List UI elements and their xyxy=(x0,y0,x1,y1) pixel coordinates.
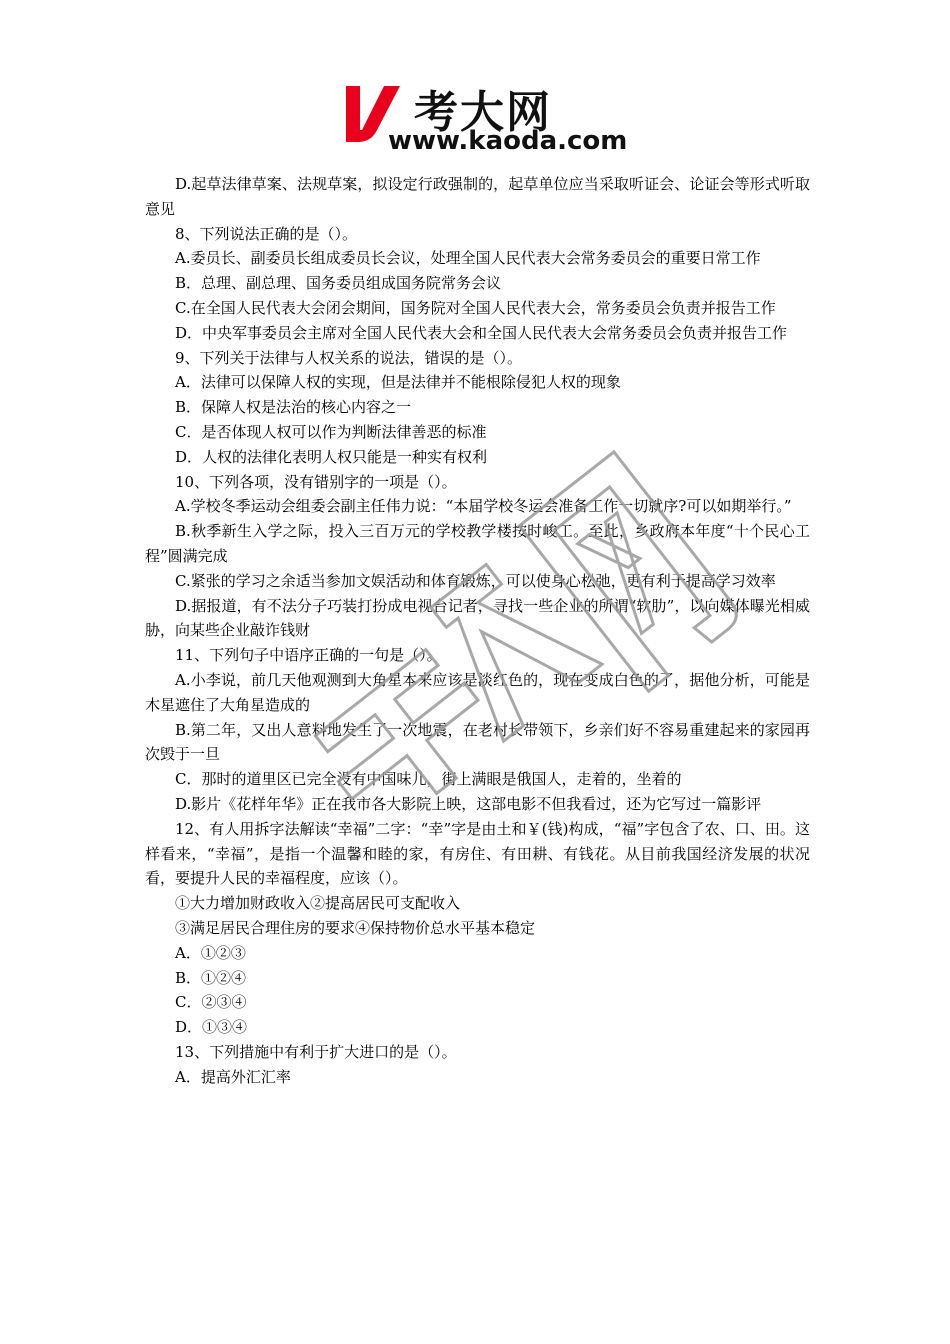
line: 9、下列关于法律与人权关系的说法，错误的是（）。 xyxy=(175,348,523,367)
line: D．①③④ xyxy=(175,1018,248,1037)
line: B．总理、副总理、国务委员组成国务院常务会议 xyxy=(175,274,502,293)
line: A．①②③ xyxy=(175,943,246,962)
line: ①大力增加财政收入②提高居民可支配收入 xyxy=(175,894,461,913)
line: B.第二年，又出人意料地发生了一次地震，在老村长带领下，乡亲们好不容易重建起来的家园再次毁于一旦 xyxy=(145,720,810,764)
line: 10、下列各项，没有错别字的一项是（）。 xyxy=(175,472,457,491)
line: D.据报道，有不法分子巧装打扮成电视台记者，寻找一些企业的所谓“软肋”，以向媒体曝光相威胁，向某些企业敲诈钱财 xyxy=(145,596,810,640)
line: B.秋季新生入学之际，投入三百万元的学校教学楼按时峻工。至此，乡政府本年度“十个民心工程”圆满完成 xyxy=(145,522,810,565)
line: C．②③④ xyxy=(175,993,247,1012)
site-logo xyxy=(340,78,660,158)
question-text xyxy=(145,172,810,1089)
line: C.紧张的学习之余适当参加文娱活动和体育锻炼，可以使身心松弛，更有利于提高学习效率 xyxy=(175,571,776,590)
line: A.小李说，前几天他观测到大角星本来应该是淡红色的，现在变成白色的了，据他分析，可能是木星遮住了大角星造成的 xyxy=(145,670,810,714)
line: A.学校冬季运动会组委会副主任伟力说：“本届学校冬运会准备工作一切就序?可以如期举行。” xyxy=(175,497,792,516)
line: B．保障人权是法治的核心内容之一 xyxy=(175,398,412,417)
line: C．那时的道里区已完全没有中国味儿，街上满眼是俄国人，走着的，坐着的 xyxy=(175,770,682,789)
line: 11、下列句子中语序正确的一句是（）。 xyxy=(175,646,442,665)
line: A．法律可以保障人权的实现，但是法律并不能根除侵犯人权的现象 xyxy=(175,373,621,392)
line: 8、下列说法正确的是（）。 xyxy=(175,224,358,243)
logo-url: www.kaoda.com xyxy=(388,126,628,156)
line: 12、有人用拆字法解读“幸福”二字：“幸”字是由土和￥(钱)构成，“福”字包含了农、口、田。这样看来，“幸福”，是指一个温馨和睦的家，有房住、有田耕、有钱花。从目前我国经济发展的状况看，要提升人民的幸福程度，应该（）。 xyxy=(145,819,810,888)
line: C.在全国人民代表大会闭会期间，国务院对全国人民代表大会，常务委员会负责并报告工作 xyxy=(175,298,776,317)
line: A.委员长、副委员长组成委员长会议，处理全国人民代表大会常务委员会的重要日常工作 xyxy=(175,249,761,268)
line: D．人权的法律化表明人权只能是一种实有权利 xyxy=(175,447,488,466)
line: D.影片《花样年华》正在我市各大影院上映，这部电影不但我看过，还为它写过一篇影评 xyxy=(175,794,762,813)
line: A．提高外汇汇率 xyxy=(175,1067,291,1086)
line: D.起草法律草案、法规草案，拟设定行政强制的，起草单位应当采取听证会、论证会等形式听取意见 xyxy=(145,175,810,218)
line: ③满足居民合理住房的要求④保持物价总水平基本稳定 xyxy=(175,918,536,937)
logo-title: 考大网 xyxy=(414,87,552,138)
line: C．是否体现人权可以作为判断法律善恶的标准 xyxy=(175,422,487,441)
line: 13、下列措施中有利于扩大进口的是（）。 xyxy=(175,1042,457,1061)
line: D．中央军事委员会主席对全国人民代表大会和全国人民代表大会常务委员会负责并报告工作 xyxy=(175,323,788,342)
line: B．①②④ xyxy=(175,968,247,987)
